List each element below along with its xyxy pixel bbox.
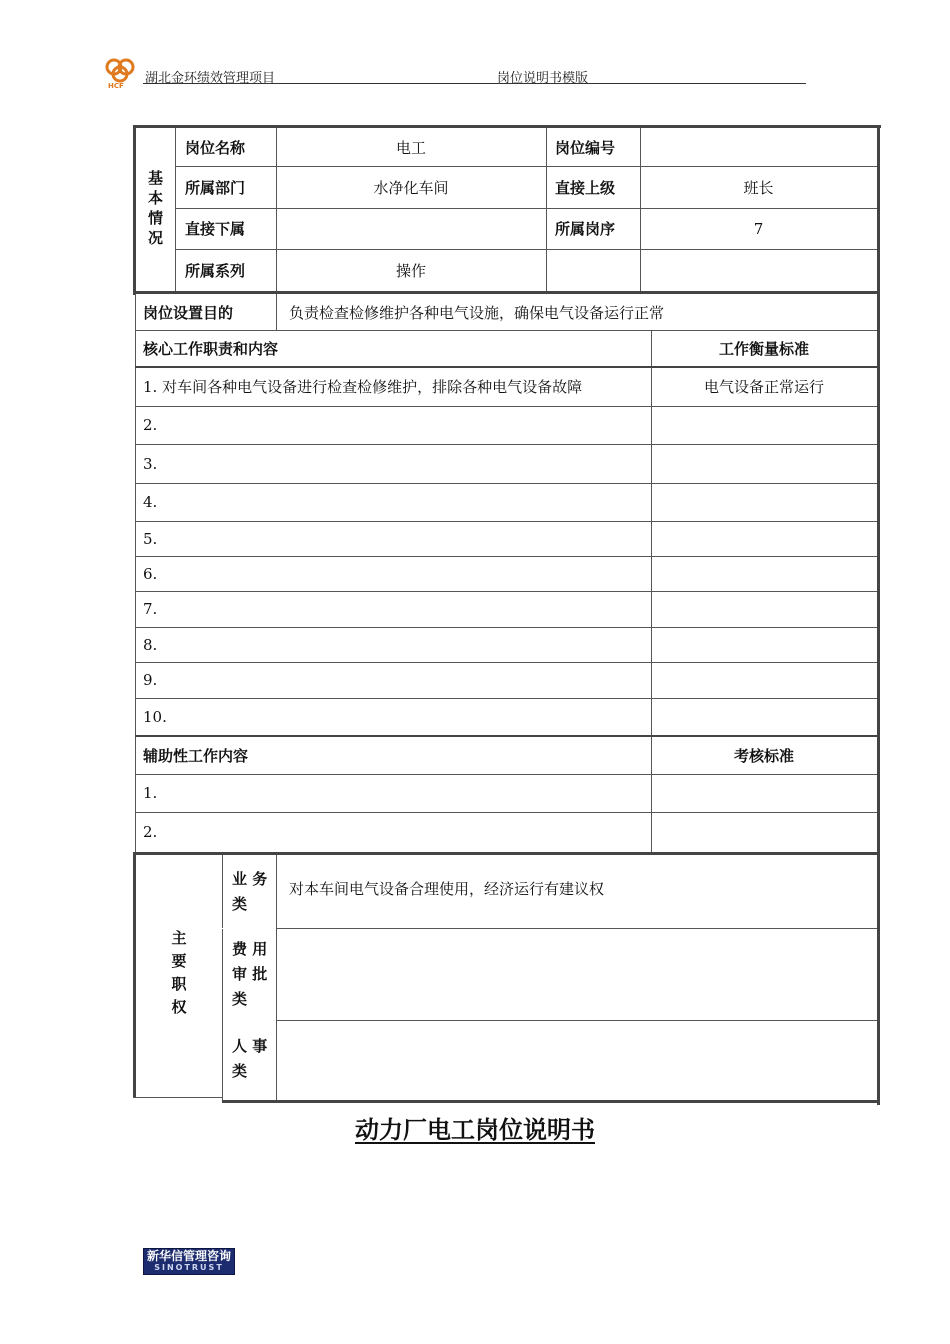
core-item-std bbox=[651, 698, 877, 735]
document-title: 动力厂电工岗位说明书 bbox=[355, 1116, 595, 1144]
header-rule bbox=[143, 83, 806, 84]
value-dept: 水净化车间 bbox=[373, 178, 449, 197]
aux-item-std bbox=[651, 774, 877, 812]
label-job-code: 岗位编号 bbox=[555, 138, 616, 157]
core-item: 2. bbox=[143, 416, 158, 434]
footer-logo: 新华信管理咨询 SINOTRUST bbox=[143, 1248, 235, 1275]
aux-item-std bbox=[651, 812, 877, 852]
authority-label-personnel: 人 事 类 bbox=[232, 1037, 268, 1080]
authority-text-business: 对本车间电气设备合理使用，经济运行有建议权 bbox=[289, 879, 605, 898]
label-series: 所属系列 bbox=[185, 261, 246, 280]
core-item: 8. bbox=[143, 635, 158, 654]
core-item-std bbox=[651, 627, 877, 662]
purpose-label: 岗位设置目的 bbox=[143, 303, 234, 322]
logo-text: HCF bbox=[108, 82, 124, 90]
core-item: 7. bbox=[143, 600, 158, 618]
authority-text-expense bbox=[282, 928, 872, 1020]
core-item: 1. 对车间各种电气设备进行检查检修维护，排除各种电气设备故障 bbox=[143, 378, 583, 396]
core-item-std bbox=[651, 556, 877, 591]
aux-item: 2. bbox=[143, 823, 158, 841]
core-item: 9. bbox=[143, 671, 158, 689]
company-logo bbox=[100, 55, 140, 91]
core-item: 3. bbox=[143, 454, 158, 473]
core-item-std bbox=[651, 591, 877, 627]
authority-text-personnel bbox=[282, 1020, 872, 1098]
header-doc-type: 岗位说明书模版 bbox=[497, 71, 589, 86]
core-item: 10. bbox=[143, 707, 167, 726]
value-subordinate bbox=[276, 208, 546, 249]
authority-label-expense: 费 用 审 批 类 bbox=[232, 939, 268, 1008]
core-std-header: 工作衡量标准 bbox=[718, 340, 809, 358]
purpose-text: 负责检查检修维护各种电气设施，确保电气设备运行正常 bbox=[289, 303, 665, 322]
authority-section-label: 主要职权 bbox=[169, 930, 188, 1022]
core-item-std: 电气设备正常运行 bbox=[703, 378, 824, 396]
label-job-name: 岗位名称 bbox=[185, 138, 246, 157]
core-header: 核心工作职责和内容 bbox=[143, 340, 279, 358]
value-job-name: 电工 bbox=[395, 138, 426, 157]
label-sequence: 所属岗序 bbox=[555, 220, 616, 238]
core-item-std bbox=[651, 444, 877, 483]
label-dept: 所属部门 bbox=[185, 178, 246, 197]
value-superior: 班长 bbox=[743, 178, 774, 197]
core-item: 5. bbox=[143, 529, 158, 548]
label-superior: 直接上级 bbox=[555, 178, 616, 197]
header-company: 湖北金环绩效管理项目 bbox=[145, 71, 276, 86]
aux-header: 辅助性工作内容 bbox=[143, 747, 249, 765]
value-job-code bbox=[640, 128, 877, 166]
authority-label-business: 业 务 类 bbox=[232, 869, 268, 913]
value-series: 操作 bbox=[395, 261, 426, 280]
value-sequence: 7 bbox=[753, 219, 764, 238]
core-item-std bbox=[651, 662, 877, 698]
basic-section-label: 基本情况 bbox=[146, 169, 164, 250]
core-item-std bbox=[651, 521, 877, 556]
core-item-std bbox=[651, 483, 877, 521]
core-item: 4. bbox=[143, 493, 158, 511]
core-item-std bbox=[651, 406, 877, 444]
label-subordinate: 直接下属 bbox=[185, 220, 246, 238]
core-item: 6. bbox=[143, 564, 158, 583]
aux-item: 1. bbox=[143, 784, 158, 802]
aux-std-header: 考核标准 bbox=[733, 747, 794, 765]
